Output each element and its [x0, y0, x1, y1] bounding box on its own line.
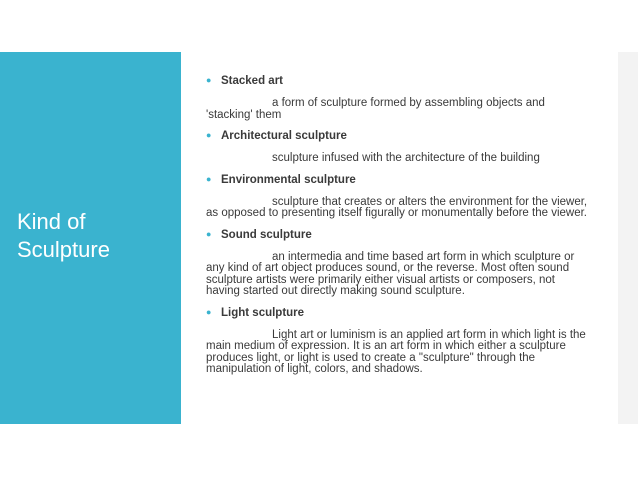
item-description: sculpture infused with the architecture of the building — [272, 152, 540, 164]
list-item — [206, 73, 592, 121]
bullet-icon: ● — [206, 306, 212, 317]
item-description: sculpture that creates or alters the environment for the viewer, as opposed to presenting itself figurally or monumentally before the viewer. — [206, 195, 588, 219]
heading-text: Light sculpture — [221, 306, 305, 319]
list-item — [206, 128, 592, 165]
list-item — [206, 227, 592, 298]
item-heading — [206, 227, 592, 242]
bullet-icon: ● — [206, 130, 212, 140]
item-heading — [206, 305, 592, 320]
heading-text: Architectural sculpture — [221, 130, 347, 142]
list-item — [206, 172, 592, 220]
item-description: a form of sculpture formed by assembling objects and 'stacking' them — [206, 97, 545, 121]
bullet-icon: ● — [206, 75, 212, 85]
slide-title: Kind of Sculpture — [17, 209, 110, 262]
bullet-icon: ● — [206, 173, 212, 184]
top-band — [0, 0, 638, 52]
heading-text: Sound sculpture — [221, 228, 312, 241]
bullet-icon: ● — [206, 228, 212, 239]
content-list — [206, 73, 592, 383]
item-heading — [206, 73, 592, 88]
item-heading — [206, 172, 592, 187]
heading-text: Stacked art — [221, 75, 284, 87]
right-stripe — [618, 52, 638, 424]
heading-text: Environmental sculpture — [221, 173, 356, 186]
list-item — [206, 305, 592, 376]
item-description: an intermedia and time based art form in which sculpture or any kind of art object produces sound, or the reverse. Most often sound sculpture artists were primarily either visual artists or composers, not having started out directly making sound sculpture. — [206, 250, 575, 297]
item-heading — [206, 128, 592, 143]
item-description: Light art or luminism is an applied art form in which light is the main medium of expression. It is an art form in which either a sculpture produces light, or light is used to create a "sculpture" through the manipulation of light, colors, and shadows. — [206, 328, 586, 375]
